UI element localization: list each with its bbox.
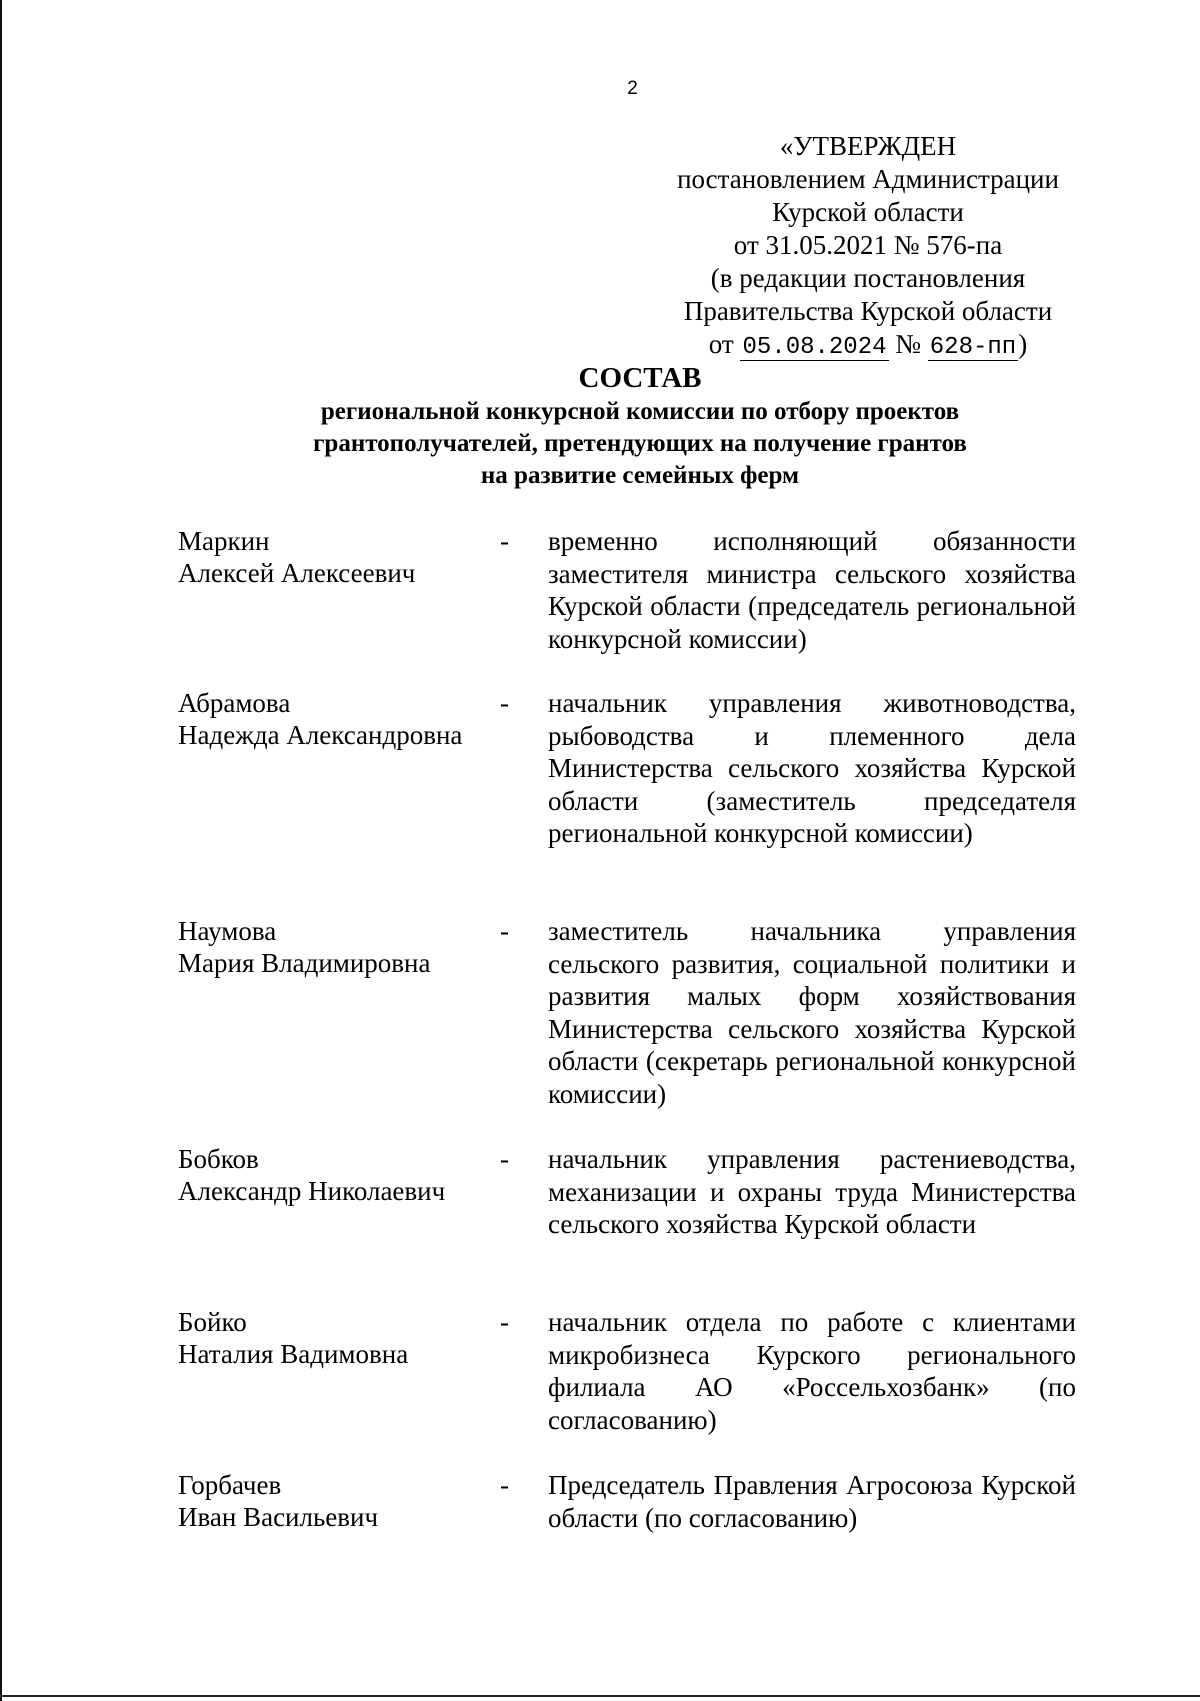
approval-stamp-block (648, 130, 1088, 361)
approval-date: 05.08.2024 (742, 334, 887, 361)
member-name (178, 687, 488, 751)
document-subtitle-line-2: грантополучателей, претендующих на получение грантов (313, 430, 967, 457)
member-surname: Маркин (178, 526, 270, 556)
member-role: заместитель начальника управления сельского развития, социальной политики и развития малых форм хозяйствования Министерства сельского хозяйства Курской области (секретарь региональной конкурсной комиссии) (548, 916, 1076, 1109)
member-given-names: Мария Владимировна (178, 948, 431, 978)
approval-line-4: от 31.05.2021 № 576-па (733, 230, 1003, 260)
member-name (178, 1143, 488, 1207)
member-dash: - (500, 688, 509, 718)
member-dash: - (500, 1144, 509, 1174)
member-given-names: Наталия Вадимовна (178, 1339, 409, 1369)
scan-edge-left (0, 0, 2, 1701)
member-surname: Бобков (178, 1144, 259, 1174)
document-title: СОСТАВ (578, 362, 702, 394)
member-role: начальник управления растениеводства, механизации и охраны труда Министерства сельского хозяйства Курской области (548, 1144, 1076, 1239)
member-surname: Горбачев (178, 1470, 282, 1500)
member-name (178, 915, 488, 979)
approval-line-2: постановлением Администрации (677, 164, 1059, 194)
member-dash: - (500, 1307, 509, 1337)
member-dash: - (500, 526, 509, 556)
member-given-names: Алексей Алексеевич (178, 558, 416, 588)
document-subtitle-line-1: региональной конкурсной комиссии по отбору проектов (320, 398, 960, 425)
scan-edge-bottom (0, 1695, 1200, 1697)
member-given-names: Александр Николаевич (178, 1176, 446, 1206)
member-role: Председатель Правления Агросоюза Курской области (по согласованию) (548, 1470, 1076, 1533)
page-number: 2 (627, 78, 638, 99)
member-name (178, 525, 488, 589)
member-surname: Бойко (178, 1307, 247, 1337)
approval-line-1: «УТВЕРЖДЕН (779, 131, 957, 161)
document-heading (220, 360, 1060, 492)
member-dash: - (500, 916, 509, 946)
document-subtitle-line-3: на развитие семейных ферм (480, 462, 800, 489)
member-surname: Абрамова (178, 688, 291, 718)
member-name (178, 1306, 488, 1370)
member-role: начальник отдела по работе с клиентами микробизнеса Курского регионального филиала АО «Россельхозбанк» (по согласованию) (548, 1307, 1076, 1435)
member-name (178, 1469, 488, 1533)
member-role: начальник управления животноводства, рыбоводства и племенного дела Министерства сельского хозяйства Курской области (заместитель председателя региональной конкурсной комиссии) (548, 688, 1076, 848)
approval-date-line (648, 328, 1088, 361)
date-prefix: от (708, 329, 734, 359)
member-surname: Наумова (178, 916, 277, 946)
member-dash: - (500, 1470, 509, 1500)
member-given-names: Надежда Александровна (178, 720, 463, 750)
member-role: временно исполняющий обязанности заместителя министра сельского хозяйства Курской области (председатель региональной конкурсной комиссии) (548, 526, 1076, 654)
approval-closing: ) (1018, 329, 1028, 359)
approval-line-3: Курской области (772, 197, 964, 227)
approval-line-6: Правительства Курской области (683, 296, 1053, 326)
approval-line-5: (в редакции постановления (710, 263, 1026, 293)
number-prefix: № (895, 329, 922, 359)
approval-number: 628-пп (929, 334, 1017, 361)
member-given-names: Иван Васильевич (178, 1502, 379, 1532)
